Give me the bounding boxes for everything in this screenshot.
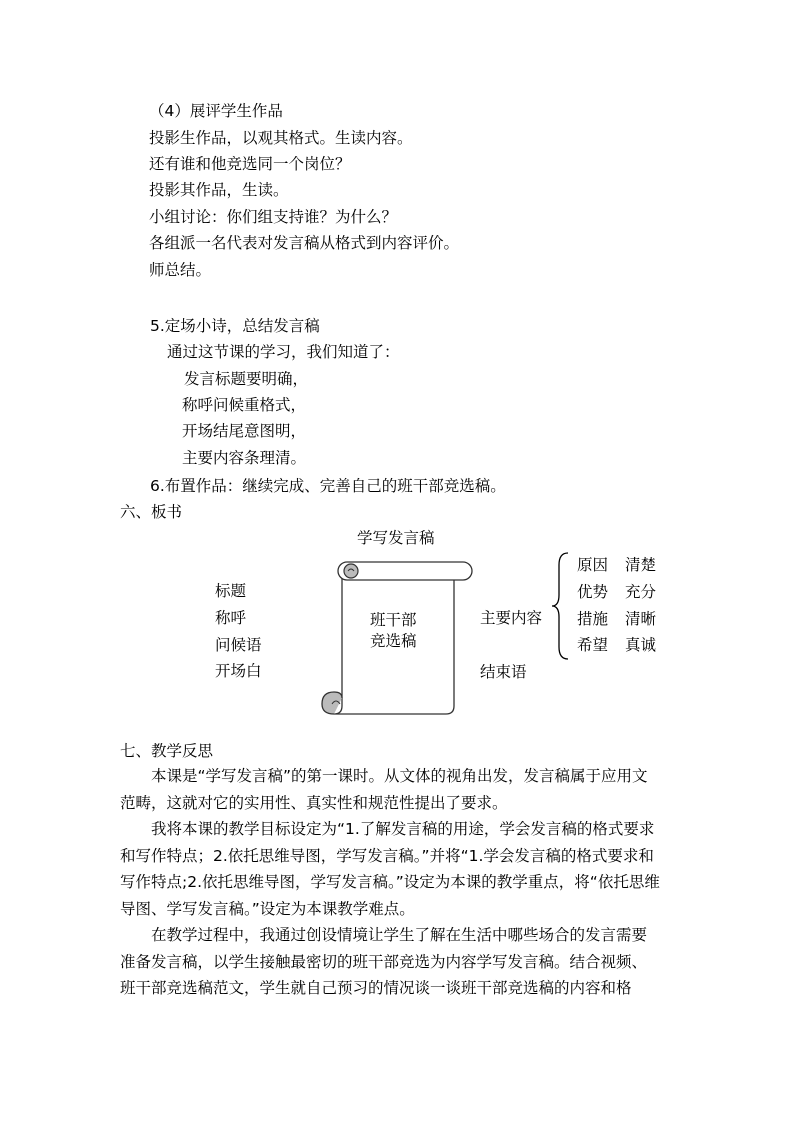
hope-label: 希望: [577, 636, 609, 654]
poem-line: 发言标题要明确，: [184, 370, 309, 388]
advantage-value: 充分: [625, 583, 657, 601]
section4-line: 小组讨论：你们组支持谁？为什么？: [149, 208, 398, 226]
advantage-label: 优势: [577, 583, 609, 601]
main-content-label: 主要内容: [480, 609, 543, 627]
blackboard-title: 学写发言稿: [357, 529, 435, 547]
section4-line: 投影其作品，生读。: [149, 181, 289, 199]
blackboard-heading: 六、板书: [120, 503, 183, 521]
blackboard-left-item: 标题: [215, 582, 247, 600]
reflection-heading: 七、教学反思: [120, 742, 214, 760]
scroll-text: 竞选稿: [370, 632, 417, 650]
hope-value: 真诚: [625, 636, 657, 654]
section4-line: 各组派一名代表对发言稿从格式到内容评价。: [149, 234, 460, 252]
reflection-paragraph: 在教学过程中，我通过创设情境让学生了解在生活中哪些场合的发言需要准备发言稿，以学生接触最密切的班干部竞选为内容学写发言稿。结合视频、班干部竞选稿范文，学生就自己预习的情况谈一谈班干部竞选稿的内容和格: [120, 926, 648, 997]
section4-line: 还有谁和他竞选同一个岗位？: [149, 155, 351, 173]
scroll-text: 班干部: [370, 611, 417, 629]
poem-line: 开场结尾意图明，: [182, 422, 307, 440]
poem-line: 主要内容条理清。: [182, 449, 307, 467]
reflection-paragraph: 本课是“学写发言稿”的第一课时。从文体的视角出发，发言稿属于应用文范畴，这就对它的实用性、真实性和规范性提出了要求。: [120, 767, 648, 812]
section4-line: 投影生作品，以观其格式。生读内容。: [149, 129, 413, 147]
reason-label: 原因: [577, 556, 609, 574]
poem-line: 称呼问候重格式，: [182, 396, 307, 414]
blackboard-left-item: 开场白: [215, 662, 262, 680]
section4-line: 师总结。: [149, 261, 212, 279]
ending-label: 结束语: [480, 663, 527, 681]
measure-value: 清晰: [625, 610, 657, 628]
section6-text: 6.布置作品：继续完成、完善自己的班干部竞选稿。: [150, 477, 506, 495]
blackboard-left-item: 称呼: [215, 609, 247, 627]
section5-heading: 5.定场小诗，总结发言稿: [150, 317, 320, 335]
blackboard-left-item: 问候语: [215, 636, 262, 654]
reflection-paragraph: 我将本课的教学目标设定为“1.了解发言稿的用途，学会发言稿的格式要求和写作特点；2.依托思维导图，学写发言稿。”并将“1.学会发言稿的格式要求和写作特点;2.依托思维导图，学写发言稿。”设定为本课的教学重点，将“依托思维导图、学写发言稿。”设定为本课教学难点。: [120, 820, 660, 918]
measure-label: 措施: [577, 610, 609, 628]
reason-value: 清楚: [625, 556, 657, 574]
brace-icon: [550, 551, 570, 661]
section5-intro: 通过这节课的学习，我们知道了：: [167, 343, 400, 361]
section4-heading: （4）展评学生作品: [149, 102, 283, 120]
